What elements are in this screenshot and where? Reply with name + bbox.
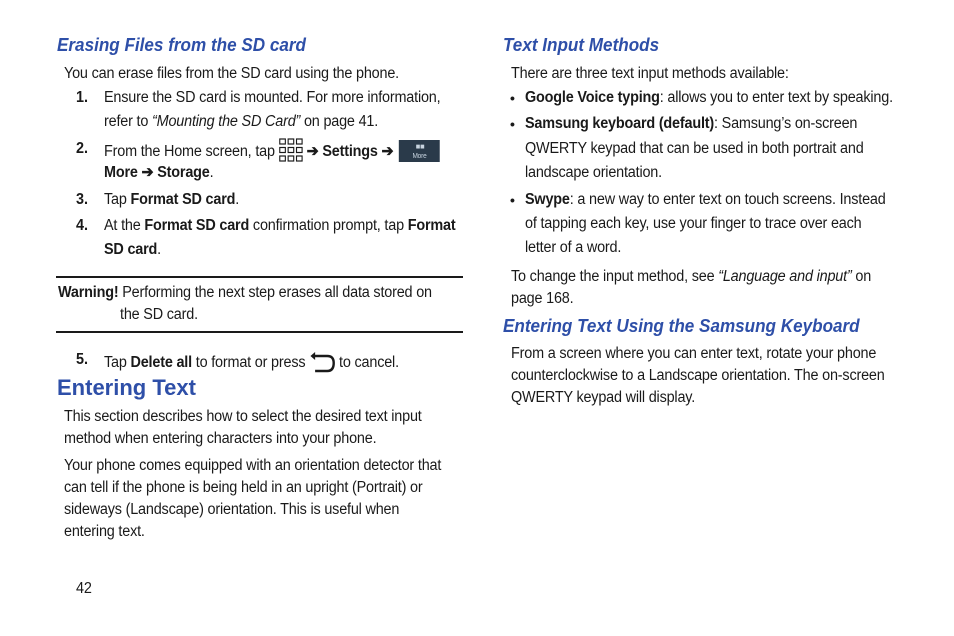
erasing-files-heading: Erasing Files from the SD card xyxy=(57,35,306,55)
step-3-text: Tap Format SD card. xyxy=(104,191,240,208)
warning-top-rule xyxy=(56,276,463,278)
step-1-number: 1. xyxy=(76,89,89,106)
change-method-line1: To change the input method, see “Language and input” on xyxy=(511,268,872,285)
step-2-line2: More ➔ Storage. xyxy=(104,164,214,181)
methods-intro: There are three text input methods available: xyxy=(511,65,789,82)
entering-p2-line4: entering text. xyxy=(64,523,145,540)
back-icon xyxy=(309,349,335,373)
step-3-number: 3. xyxy=(76,191,89,208)
more-menu-icon: ■■ More xyxy=(399,140,440,162)
erase-intro: You can erase files from the SD card using the phone. xyxy=(64,65,399,82)
text-input-methods-heading: Text Input Methods xyxy=(503,35,660,55)
step-1-line2: refer to “Mounting the SD Card” on page 41. xyxy=(104,113,379,130)
samsung-line1: From a screen where you can enter text, rotate your phone xyxy=(511,345,877,362)
step-5-number: 5. xyxy=(76,351,89,368)
samsung-keyboard-heading: Entering Text Using the Samsung Keyboard xyxy=(503,316,860,336)
bullet-samsung-line2: QWERTY keypad that can be used in both portrait and xyxy=(525,140,864,157)
entering-p2-line3: sideways (Landscape) orientation. This is useful when xyxy=(64,501,400,518)
step-2-line1: From the Home screen, tap ➔ Settings ➔ ■■ More xyxy=(104,138,440,163)
page-number: 42 xyxy=(76,580,92,597)
apps-grid-icon xyxy=(279,138,303,162)
step-4-line1: At the Format SD card confirmation prompt, tap Format xyxy=(104,217,456,234)
warning-line2: the SD card. xyxy=(120,306,198,323)
bullet-dot: • xyxy=(510,90,515,106)
warning-bottom-rule xyxy=(56,331,463,333)
step-4-number: 4. xyxy=(76,217,89,234)
step-1-line1: Ensure the SD card is mounted. For more information, xyxy=(104,89,441,106)
warning-label: Warning! xyxy=(58,284,119,301)
step-5-text: Tap Delete all to format or press to cancel. xyxy=(104,349,399,374)
bullet-swype-line1: Swype: a new way to enter text on touch screens. Instead xyxy=(525,191,886,208)
bullet-samsung-line3: landscape orientation. xyxy=(525,164,662,181)
step-4-line2: SD card. xyxy=(104,241,162,258)
samsung-line3: QWERTY keypad will display. xyxy=(511,389,696,406)
mounting-sd-card-link[interactable]: “Mounting the SD Card” xyxy=(152,113,301,130)
bullet-samsung-line1: Samsung keyboard (default): Samsung’s on-screen xyxy=(525,115,858,132)
entering-p1-line1: This section describes how to select the desired text input xyxy=(64,408,422,425)
language-and-input-link[interactable]: “Language and input” xyxy=(718,268,852,285)
bullet-google-voice: Google Voice typing: allows you to enter text by speaking. xyxy=(525,89,893,106)
entering-p2-line2: can tell if the phone is being held in an upright (Portrait) or xyxy=(64,479,423,496)
bullet-swype-line3: letter of a word. xyxy=(525,239,622,256)
warning-line1: Warning! Performing the next step erases all data stored on xyxy=(58,284,432,301)
samsung-line2: counterclockwise to a Landscape orientation. The on-screen xyxy=(511,367,885,384)
change-method-line2: page 168. xyxy=(511,290,574,307)
step-2-number: 2. xyxy=(76,140,89,157)
bullet-swype-line2: of tapping each key, use your finger to trace over each xyxy=(525,215,862,232)
entering-text-heading: Entering Text xyxy=(57,375,196,400)
entering-p1-line2: method when entering characters into your phone. xyxy=(64,430,377,447)
bullet-dot: • xyxy=(510,116,515,132)
entering-p2-line1: Your phone comes equipped with an orientation detector that xyxy=(64,457,442,474)
bullet-dot: • xyxy=(510,192,515,208)
